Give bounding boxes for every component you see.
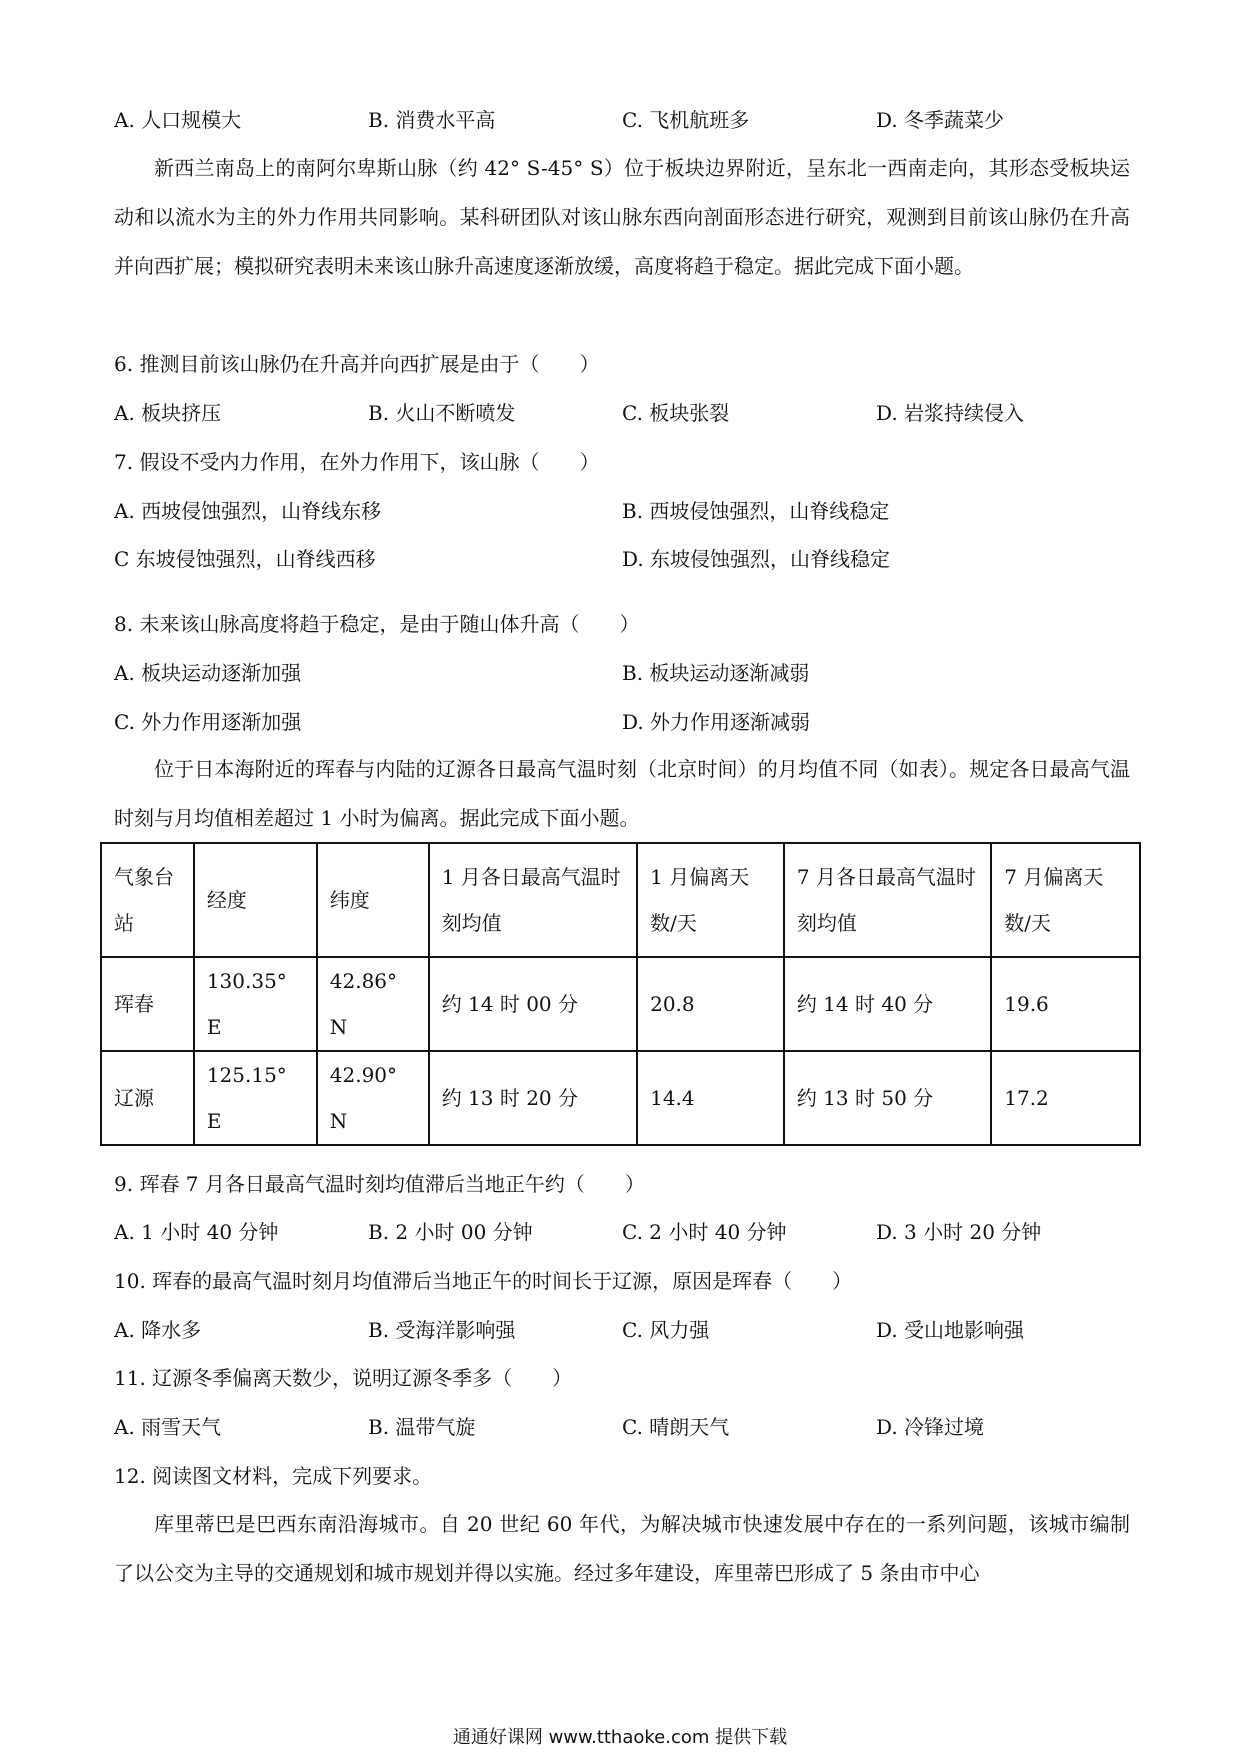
q9-option-c: C. 2 小时 40 分钟	[622, 1220, 787, 1244]
table-cell: 14.4	[637, 1051, 784, 1145]
q11-option-d: D. 冷锋过境	[876, 1415, 985, 1439]
table-header-cell: 7 月各日最高气温时刻均值	[784, 843, 991, 957]
q11-stem: 11. 辽源冬季偏离天数少，说明辽源冬季多（ ）	[114, 1366, 573, 1390]
passage-new-zealand: 新西兰南岛上的南阿尔卑斯山脉（约 42° S-45° S）位于板块边界附近，呈东北一西南走向，其形态受板块运动和以流水为主的外力作用共同影响。某科研团队对该山脉东西向剖面形态进行研究，观测到目前该山脉仍在升高并向西扩展；模拟研究表明未来该山脉升高速度逐渐放缓，高度将趋于稳定。据此完成下面小题。	[114, 156, 1130, 278]
table-cell: 珲春	[101, 957, 194, 1051]
table-header-cell: 经度	[194, 843, 317, 957]
q6-option-b: B. 火山不断喷发	[368, 401, 516, 425]
q8-stem: 8. 未来该山脉高度将趋于稳定，是由于随山体升高（ ）	[114, 612, 640, 636]
q10-stem: 10. 珲春的最高气温时刻月均值滞后当地正午的时间长于辽源，原因是珲春（ ）	[114, 1269, 853, 1293]
q7-option-a: A. 西坡侵蚀强烈，山脊线东移	[114, 499, 382, 523]
table-cell: 130.35° E	[194, 957, 317, 1051]
q7-option-b: B. 西坡侵蚀强烈，山脊线稳定	[622, 499, 890, 523]
q8-option-c: C. 外力作用逐渐加强	[114, 710, 302, 734]
q5-option-b: B. 消费水平高	[368, 108, 496, 132]
table-cell: 19.6	[991, 957, 1140, 1051]
q9-stem: 9. 珲春 7 月各日最高气温时刻均值滞后当地正午约（ ）	[114, 1172, 645, 1196]
table-header-cell: 纬度	[317, 843, 429, 957]
q8-option-d: D. 外力作用逐渐减弱	[622, 710, 811, 734]
q12-stem: 12. 阅读图文材料，完成下列要求。	[114, 1464, 433, 1488]
passage-temperature: 位于日本海附近的珲春与内陆的辽源各日最高气温时刻（北京时间）的月均值不同（如表）。规定各日最高气温时刻与月均值相差超过 1 小时为偏离。据此完成下面小题。	[114, 757, 1130, 830]
table-cell: 125.15° E	[194, 1051, 317, 1145]
q11-option-b: B. 温带气旋	[368, 1415, 476, 1439]
table-cell: 约 13 时 50 分	[784, 1051, 991, 1145]
q8-option-a: A. 板块运动逐渐加强	[114, 661, 302, 685]
q11-option-c: C. 晴朗天气	[622, 1415, 730, 1439]
table-cell: 辽源	[101, 1051, 194, 1145]
table-header-cell: 气象台站	[101, 843, 194, 957]
table-header-cell: 7 月偏离天数/天	[991, 843, 1140, 957]
table-row	[101, 1051, 1140, 1145]
q9-option-d: D. 3 小时 20 分钟	[876, 1220, 1042, 1244]
q6-option-d: D. 岩浆持续侵入	[876, 401, 1025, 425]
q9-option-b: B. 2 小时 00 分钟	[368, 1220, 533, 1244]
table-cell: 约 13 时 20 分	[429, 1051, 637, 1145]
passage-curitiba: 库里蒂巴是巴西东南沿海城市。自 20 世纪 60 年代，为解决城市快速发展中存在的一系列问题，该城市编制了以公交为主导的交通规划和城市规划并得以实施。经过多年建设，库里蒂巴形成了 5 条由市中心	[114, 1512, 1130, 1585]
table-row	[101, 957, 1140, 1051]
table-cell: 17.2	[991, 1051, 1140, 1145]
table-header-row	[101, 843, 1140, 957]
table-cell: 约 14 时 00 分	[429, 957, 637, 1051]
q11-option-a: A. 雨雪天气	[114, 1415, 222, 1439]
q6-stem: 6. 推测目前该山脉仍在升高并向西扩展是由于（ ）	[114, 352, 600, 376]
q6-option-c: C. 板块张裂	[622, 401, 730, 425]
q5-option-a: A. 人口规模大	[114, 108, 242, 132]
table-cell: 约 14 时 40 分	[784, 957, 991, 1051]
q10-option-d: D. 受山地影响强	[876, 1318, 1025, 1342]
q5-option-d: D. 冬季蔬菜少	[876, 108, 1005, 132]
q5-option-c: C. 飞机航班多	[622, 108, 750, 132]
page-footer: 通通好课网 www.tthaoke.com 提供下载	[452, 1727, 788, 1748]
table-header-cell: 1 月各日最高气温时刻均值	[429, 843, 637, 957]
q9-option-a: A. 1 小时 40 分钟	[114, 1220, 279, 1244]
q6-option-a: A. 板块挤压	[114, 401, 222, 425]
q7-stem: 7. 假设不受内力作用，在外力作用下，该山脉（ ）	[114, 450, 600, 474]
q7-option-d: D. 东坡侵蚀强烈，山脊线稳定	[622, 547, 891, 571]
q8-option-b: B. 板块运动逐渐减弱	[622, 661, 810, 685]
q7-option-c: C 东坡侵蚀强烈，山脊线西移	[114, 547, 376, 571]
temperature-table	[100, 842, 1141, 1146]
table-cell: 20.8	[637, 957, 784, 1051]
q10-option-c: C. 风力强	[622, 1318, 710, 1342]
table-cell: 42.86° N	[317, 957, 429, 1051]
table-cell: 42.90° N	[317, 1051, 429, 1145]
table-header-cell: 1 月偏离天数/天	[637, 843, 784, 957]
q10-option-a: A. 降水多	[114, 1318, 202, 1342]
q10-option-b: B. 受海洋影响强	[368, 1318, 516, 1342]
